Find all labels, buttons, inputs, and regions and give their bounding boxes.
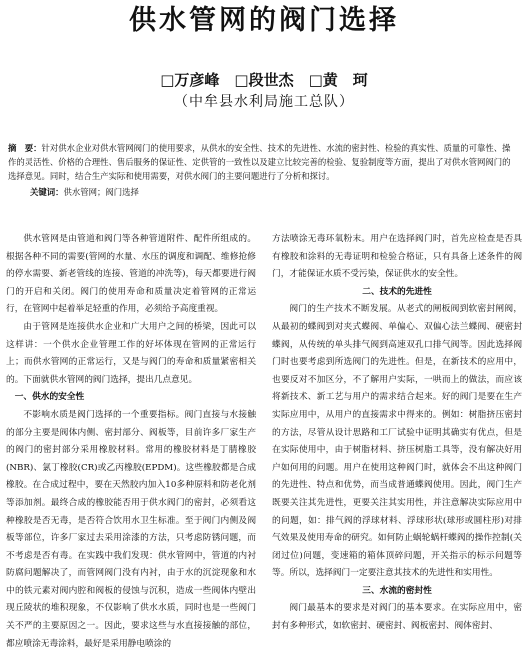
author-affiliation: （中牟县水利局施工总队）	[174, 94, 354, 110]
body-paragraph: 阀门最基本的要求是对阀门的基本要求。在实际应用中，密封有多种形式，如软密封、硬密封、阀板密封、阀体密封、	[272, 603, 522, 632]
abstract-text: 针对供水企业对供水管网阀门的使用要求，从供水的安全性、技术的先进性、水流的密封性、检验的真实性、质量的可靠性、操作的灵活性、价格的合理性、售后服务的保证性、定供管的一致性以及建立比较完善的检验、复验制度等方面，提出了对供水管网阀门的选择意见。同时，结合生产实际和使用需要，对供水阀门的主要问题进行了分析和探讨。	[8, 143, 511, 181]
section-heading-technology: 二、技术的先进性	[362, 286, 432, 297]
section-heading-sealing: 三、水流的密封性	[362, 585, 432, 596]
paper-title: 供水管网的阀门选择	[129, 5, 399, 36]
body-paragraph: 方法喷涂无毒环氧粉末。用户在选择阀门时，首先应检查是否具有橡胶和涂料的无毒证明和检验合格证，只有具备上述条件的阀门，才能保证水质不受污染，保证供水的安全性。	[272, 234, 522, 280]
body-paragraph: 供水管网是由管道和阀门等各种管道附件、配件所组成的。根据各种不同的需要(管网的水量、水压的调度和调配、维修抢修的停水需要、新老管线的连接、管道的冲洗等)，每天都要进行阀门的开启和关闭。阀门的使用寿命和质量决定着管网的正常运行，在管网中起着举足轻重的作用，必须给予高度重视。	[6, 234, 256, 315]
left-column	[6, 231, 256, 653]
right-column	[272, 231, 522, 636]
keywords-text: 供水管网；阀门选择	[63, 187, 139, 197]
keywords-label: 关键词：	[30, 187, 64, 197]
section-heading-safety: 一、供水的安全性	[14, 392, 85, 403]
keywords-block	[30, 186, 510, 199]
body-paragraph: 阀门的生产技术不断发展。从老式的闸板阀到软密封闸阀，从最初的蝶阀到对夹式蝶阀、单偏心、双偏心法兰蝶阀、硬密封蝶阀，从传统的单头排气阀到高速双孔口排气阀等。因此选择阀门时也要考虑到所选阀门的先进性。但是，在新技术的应用中，也要反对不加区分，不了解用户实际，一哄而上的做法，而应该将新技术、新工艺与用户的需求结合起来。好的阀门是要在生产实际应用中，从用户的直接需求中得来的。例如：树脂挤压密封的方法，尽管从设计思路和工厂试验中证明其确实有优点，但是在实际使用中，由于树脂材料、挤压树脂工具等，没有解决好用户如何用的问题。用户在使用这种阀门时，就体会不出这种阀门的先进性、特点和优势，而当成普通蝶阀使用。因此，阀门生产既要关注其先进性，更要关注其实用性，并注意解决实际应用中的问题，如：排气阀的浮球材料、浮球形状(球形或圆柱形)对排气效果及使用寿命的研究。如何防止蜗轮蜗杆蝶阀的操作控制(关闭过位)问题，变速箱的箱体顶碎问题，开关指示的标示问题等等。所以，选择阀门一定要注意其技术的先进性和实用性。	[272, 304, 522, 579]
body-paragraph: 由于管网是连接供水企业和广大用户之间的桥梁，因此可以这样讲：一个供水企业管理工作的好坏体现在管网的正常运行上；而供水管网的正常运行，又是与阀门的寿命和质量紧密相关的。下面就供水管网的阀门选择，提出几点意见。	[6, 321, 256, 385]
abstract-label: 摘 要：	[8, 143, 42, 153]
body-paragraph: 不影响水质是阀门选择的一个重要指标。阀门直接与水接触的部分主要是阀体内侧、密封部分、阀板等，目前许多厂家生产的阀门的密封部分采用橡胶材料。常用的橡胶材料是丁腈橡胶(NBR)、氯丁橡胶(CR)或乙丙橡胶(EPDM)。这些橡胶都是合成橡胶。在合成过程中，要在天然胶内加入10多种原料和防老化剂等添加剂。最终合成的橡胶能否用于供水阀门的密封，必须看这种橡胶是否无毒，是否符合饮用水卫生标准。至于阀门内侧及阀板等部位，许多厂家过去采用涂漆的方法，只考虑防锈问题，而不考虑是否有毒。在实践中我们发现：供水管网中，管道的内衬防腐问题解决了，而管网阀门没有内衬，由于水的沉淀现象和水中的铁元素对阀内腔和阀板的侵蚀与沉积，造成一些阀体内壁出现丘陵状的堆积现象，不仅影响了供水水质，同时也是一些阀门关不严的主要原因之一。因此，要求这些与水直接接触的部位，都应喷涂无毒涂料，最好是采用静电喷涂的	[6, 409, 256, 649]
author-list: □万彦峰 □段世杰 □黄 珂	[160, 71, 368, 89]
abstract-block	[8, 141, 518, 183]
